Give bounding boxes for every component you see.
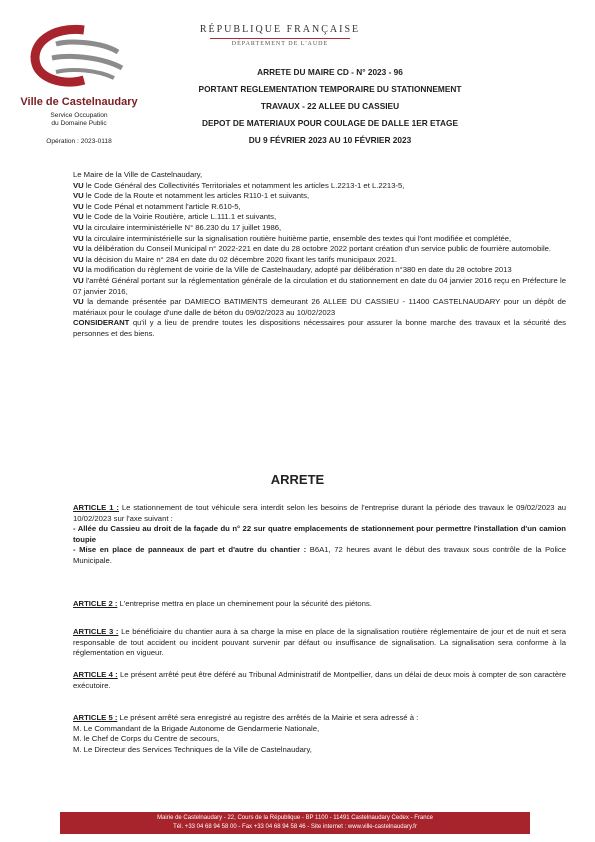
article-label: ARTICLE 3 : xyxy=(73,627,119,636)
title-line: PORTANT REGLEMENTATION TEMPORAIRE DU STATIONNEMENT xyxy=(198,84,462,94)
vu-item: VU la demande présentée par DAMIECO BATIMENTS demeurant 26 ALLEE DU CASSIEU - 11400 CASTELNAUDARY pour un dépôt de matériaux pour le coulage d'une dalle de béton du 09/02/2023 au 10/02/2023 xyxy=(73,297,566,317)
vu-item: VU le Code Général des Collectivités Territoriales et notamment les articles L.2213-1 et L.2213-5, xyxy=(73,180,405,190)
page-footer xyxy=(0,812,595,842)
header-divider xyxy=(210,38,350,39)
vu-item: VU la délibération du Conseil Municipal n° 2022-221 en date du 28 octobre 2022 portant création d'un service public de fourrière automobile. xyxy=(73,244,552,254)
article-1: ARTICLE 1 : Le stationnement de tout véhicule sera interdit selon les besoins de l'entreprise durant la période des travaux le 09/02/2023 au 10/02/2023 sur l'axe suivant : - Allée du Cassieu au droit de la façade du n° 22 sur quatre emplacements de stationnement pour permettre l'installation d'un camion toupie - Mise en place de panneaux de part et d'autre du chantier : B6A1, 72 heures avant le début des travaux sous contrôle de la Police Municipale. xyxy=(73,503,566,565)
recipient-item: M. Le Commandant de la Brigade Autonome de Gendarmerie Nationale, xyxy=(73,723,320,733)
article-label: ARTICLE 2 : xyxy=(73,599,118,608)
footer-address: Mairie de Castelnaudary - 22, Cours de la République - BP 1100 - 11491 Castelnaudary Cedex - France xyxy=(157,815,433,821)
article-label: ARTICLE 5 : xyxy=(73,713,118,722)
title-line: DEPOT DE MATERIAUX POUR COULAGE DE DALLE 1ER ETAGE xyxy=(202,118,458,128)
article-5: ARTICLE 5 : Le présent arrêté sera enregistré au registre des arrêtés de la Mairie et sera adressé à : M. Le Commandant de la Brigade Autonome de Gendarmerie Nationale, M. le Chef de Corps du Centre de secours, M. Le Directeur des Services Techniques de la Ville de Castelnaudary, xyxy=(73,713,566,755)
article-bullet: - Allée du Cassieu au droit de la façade du n° 22 sur quatre emplacements de stationnement pour permettre l'installation d'un camion toupie xyxy=(73,524,566,544)
recipient-item: M. Le Directeur des Services Techniques de la Ville de Castelnaudary, xyxy=(73,744,312,754)
preamble xyxy=(73,170,566,340)
preamble-intro: Le Maire de la Ville de Castelnaudary, xyxy=(73,170,203,179)
departement: DÉPARTEMENT DE L'AUDE xyxy=(231,41,329,47)
article-label: ARTICLE 4 : xyxy=(73,670,118,679)
republique-header xyxy=(190,24,370,47)
footer-contact: Tél. +33 04 68 94 58 00 - Fax +33 04 68 94 58 46 - Site internet : www.ville-castelnaudary.fr xyxy=(173,824,417,830)
recipient-item: M. le Chef de Corps du Centre de secours, xyxy=(73,734,220,744)
vu-item: VU la circulaire interministérielle N° 86.230 du 17 juillet 1986, xyxy=(73,222,282,232)
arrete-number: ARRETE DU MAIRE CD - N° 2023 - 96 xyxy=(257,67,403,77)
article-2: ARTICLE 2 : L'entreprise mettra en place un cheminement pour la sécurité des piétons. xyxy=(73,599,372,608)
article-bullet: - Mise en place de panneaux de part et d'autre du chantier : B6A1, 72 heures avant le début des travaux sous contrôle de la Police Municipale. xyxy=(73,545,566,565)
vu-item: VU la décision du Maire n° 284 en date du 02 décembre 2020 fixant les tarifs municipaux 2021. xyxy=(73,254,398,264)
arrete-titles xyxy=(180,64,480,149)
commune-name: Ville de Castelnaudary xyxy=(20,96,138,108)
castelnaudary-logo xyxy=(22,22,132,94)
vu-item: VU l'arrêté Général portant sur la réglementation générale de la circulation et du stationnement en date du 04 janvier 2016 reçu en Préfecture le 07 janvier 2016, xyxy=(73,275,566,296)
republique-francaise: RÉPUBLIQUE FRANÇAISE xyxy=(199,24,361,35)
article-4: ARTICLE 4 : Le présent arrêté peut être déféré au Tribunal Administratif de Montpellier, dans un délai de deux mois à compter de son caractère exécutoire. xyxy=(73,670,566,690)
title-dates: DU 9 FÉVRIER 2023 AU 10 FÉVRIER 2023 xyxy=(248,135,412,145)
vu-item: VU le Code Pénal et notamment l'article R.610-5, xyxy=(73,201,241,211)
service-label: Service Occupation du Domaine Public xyxy=(50,112,108,127)
arrete-heading: ARRETE xyxy=(270,472,325,487)
vu-item: VU la modification du règlement de voirie de la Ville de Castelnaudary, adopté par délibération n°380 en date du 28 octobre 2013 xyxy=(73,265,512,275)
article-label: ARTICLE 1 : xyxy=(73,503,119,512)
vu-item: VU la circulaire interministérielle sur la signalisation routière huitième partie, ensemble des textes qui l'ont modifiée et complétée, xyxy=(73,233,512,243)
considerant-item: CONSIDERANT qu'il y a lieu de prendre toutes les dispositions nécessaires pour assurer la bonne marche des travaux et la sécurité des personnes et des biens. xyxy=(73,318,566,338)
title-line: TRAVAUX - 22 ALLEE DU CASSIEU xyxy=(260,101,400,111)
vu-item: VU le Code de la Route et notamment les articles R110-1 et suivants, xyxy=(73,191,310,201)
vu-item: VU le Code de la Voirie Routière, article L.111.1 et suivants, xyxy=(73,212,277,222)
operation-number: Opération : 2023-0118 xyxy=(46,138,112,145)
article-3: ARTICLE 3 : Le bénéficiaire du chantier aura à sa charge la mise en place de la signalisation routière réglementaire de jour et de nuit et sera responsable de tout accident ou incident pouvant survenir par défaut ou insuffisance de signalisation. La signalisation sera conforme à la réglementation en vigueur. xyxy=(73,627,566,658)
